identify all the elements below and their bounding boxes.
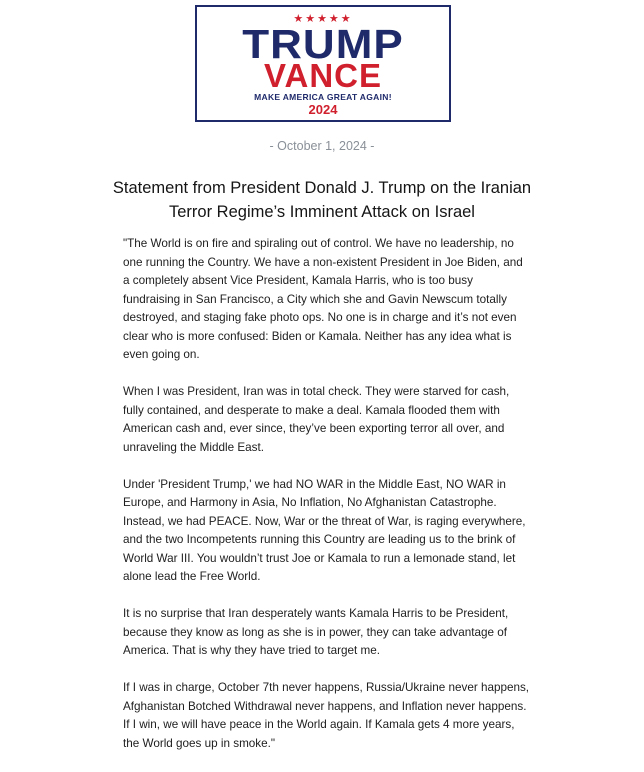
logo-trump-text: TRUMP: [242, 22, 404, 68]
paragraph: When I was President, Iran was in total check. They were starved for cash, fully contained, and desperate to make a deal. Kamala flooded them with American cash and, ever since, they’ve been exporting terror all over, and unraveling the Middle East.: [123, 385, 510, 454]
statement-date: - October 1, 2024 -: [269, 139, 375, 153]
paragraph: "The World is on fire and spiraling out of control. We have no leadership, no one running the Country. We have a non-existent President in Joe Biden, and a completely absent Vice President, Kamala Harris, who is too busy fundraising in San Francisco, a City which she and Gavin Newscum totally destroyed, and staging fake photo ops. No one is in charge and it’s not even clear who is more confused: Biden or Kamala. Neither has any idea what is even going on.: [123, 237, 523, 361]
statement-body: [123, 235, 531, 772]
logo-vance-text: VANCE: [263, 57, 383, 94]
paragraph: It is no surprise that Iran desperately wants Kamala Harris to be President, because they know as long as she is in power, they can take advantage of America. That is why they have tried to target me.: [123, 607, 509, 657]
logo-year: 2024: [308, 102, 338, 117]
paragraph: Under 'President Trump,' we had NO WAR in the Middle East, NO WAR in Europe, and Harmony in Asia, No Inflation, No Afghanistan Catastrophe. Instead, we had PEACE. Now, War or the threat of War, is raging everywhere, and the two Incompetents running this Country are leading us to the brink of World War III. You wouldn’t trust Joe or Kamala to run a lemonade stand, let alone lead the Free World.: [123, 477, 526, 583]
campaign-logo: [195, 5, 451, 122]
logo-stars-icon: ★★★★★: [293, 13, 353, 25]
paragraph: If I was in charge, October 7th never happens, Russia/Ukraine never happens, Afghanistan Botched Withdrawal never happens, and Inflation never happens. If I win, we will have peace in the World again. If Kamala gets 4 more years, the World goes up in smoke.": [123, 681, 530, 750]
logo-slogan: MAKE AMERICA GREAT AGAIN!: [254, 92, 392, 102]
statement-title: Statement from President Donald J. Trump on the Iranian Terror Regime’s Imminent Attack on Israel: [112, 179, 532, 221]
